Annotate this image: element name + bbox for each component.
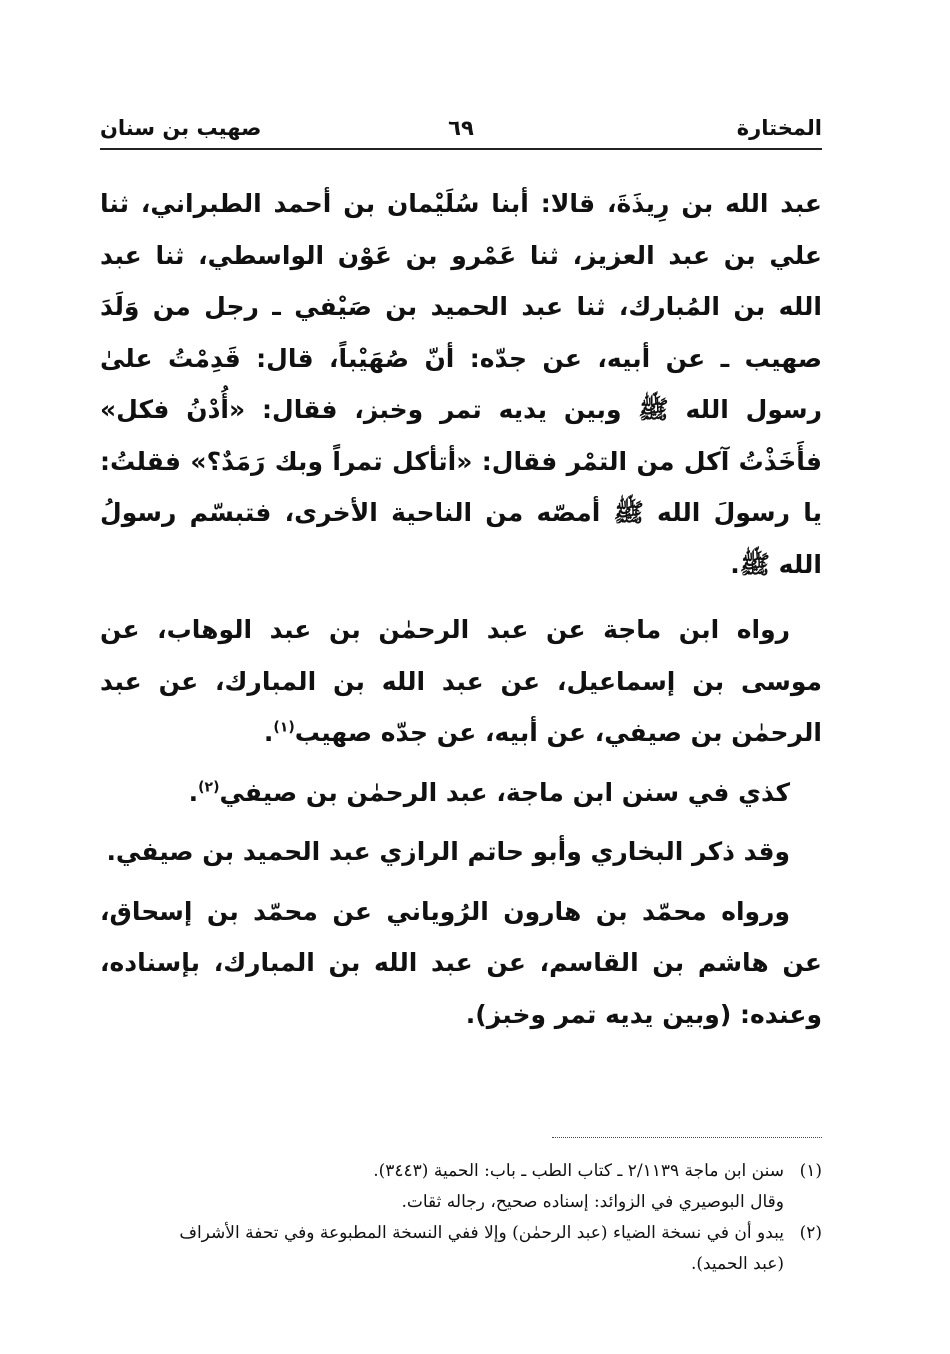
paragraph-sunan-note (100, 767, 822, 819)
footnote-2 (100, 1218, 822, 1249)
footnote-separator (552, 1137, 822, 1138)
footnote-ref-1[interactable]: (١) (273, 719, 295, 736)
paragraph-sunan-note-end: . (188, 777, 199, 807)
main-text (100, 178, 822, 1040)
paragraph-ibn-majah (100, 604, 822, 759)
footnote-2-number: (٢) (799, 1223, 822, 1243)
paragraph-bukhari: وقد ذكر البخاري وأبو حاتم الرازي عبد الحميد بن صيفي. (106, 837, 790, 866)
paragraph-sunan-note-text: كذي في سنن ابن ماجة، عبد الرحمٰن بن صيفي (219, 777, 790, 807)
paragraph-hadith: عبد الله بن رِيذَةَ، قالا: أبنا سُلَيْمان بن أحمد الطبراني، ثنا علي بن عبد العزيز، ثنا عَمْرو بن عَوْن الواسطي، ثنا عبد الله بن المُبارك، ثنا عبد الحميد بن صَيْفي ـ رجل من وَلَدَ صهيب ـ عن أبيه، عن جدّه: أنّ صُهَيْباً، قال: قَدِمْتُ علىٰ رسول الله ﷺ وبين يديه تمر وخبز، فقال: «أُدْنُ فكل» فأَخَذْتُ آكل من التمْر فقال: «أتأكل تمراً وبك رَمَدٌ؟» فقلتُ: يا رسولَ الله ﷺ أمصّه من الناحية الأخرى، فتبسّم رسولُ الله ﷺ. (100, 189, 822, 579)
footnote-1-continuation: وقال البوصيري في الزوائد: إسناده صحيح، رجاله ثقات. (401, 1192, 784, 1212)
footnote-2-line-1: يبدو أن في نسخة الضياء (عبد الرحمٰن) وإلا ففي النسخة المطبوعة وفي تحفة الأشراف (179, 1223, 784, 1243)
book-title: المختارة (736, 116, 822, 140)
footnote-1-line-1: سنن ابن ماجة ٢/١١٣٩ ـ كتاب الطب ـ باب: الحمية (٣٤٤٣). (373, 1161, 784, 1181)
paragraph-ibn-majah-text: رواه ابن ماجة عن عبد الرحمٰن بن عبد الوهاب، عن موسى بن إسماعيل، عن عبد الله بن المبارك، عن عبد الرحمٰن بن صيفي، عن أبيه، عن جدّه صهيب (100, 615, 822, 747)
footnote-ref-2[interactable]: (٢) (198, 779, 220, 796)
footnote-1-number: (١) (799, 1161, 822, 1181)
footnote-2-continuation: (عبد الحميد). (690, 1254, 784, 1274)
running-header (100, 108, 822, 148)
page-number: ٦٩ (448, 116, 474, 140)
footnotes (100, 1156, 822, 1280)
paragraph-ruyani: ورواه محمّد بن هارون الرُوياني عن محمّد بن إسحاق، عن هاشم بن القاسم، عن عبد الله بن المبارك، بإسناده، وعنده: (وبين يديه تمر وخبز). (100, 896, 822, 1029)
footnote-1 (100, 1156, 822, 1187)
chapter-title: صهيب بن سنان (100, 116, 262, 140)
paragraph-ibn-majah-end: . (263, 718, 274, 747)
header-rule (100, 148, 822, 150)
